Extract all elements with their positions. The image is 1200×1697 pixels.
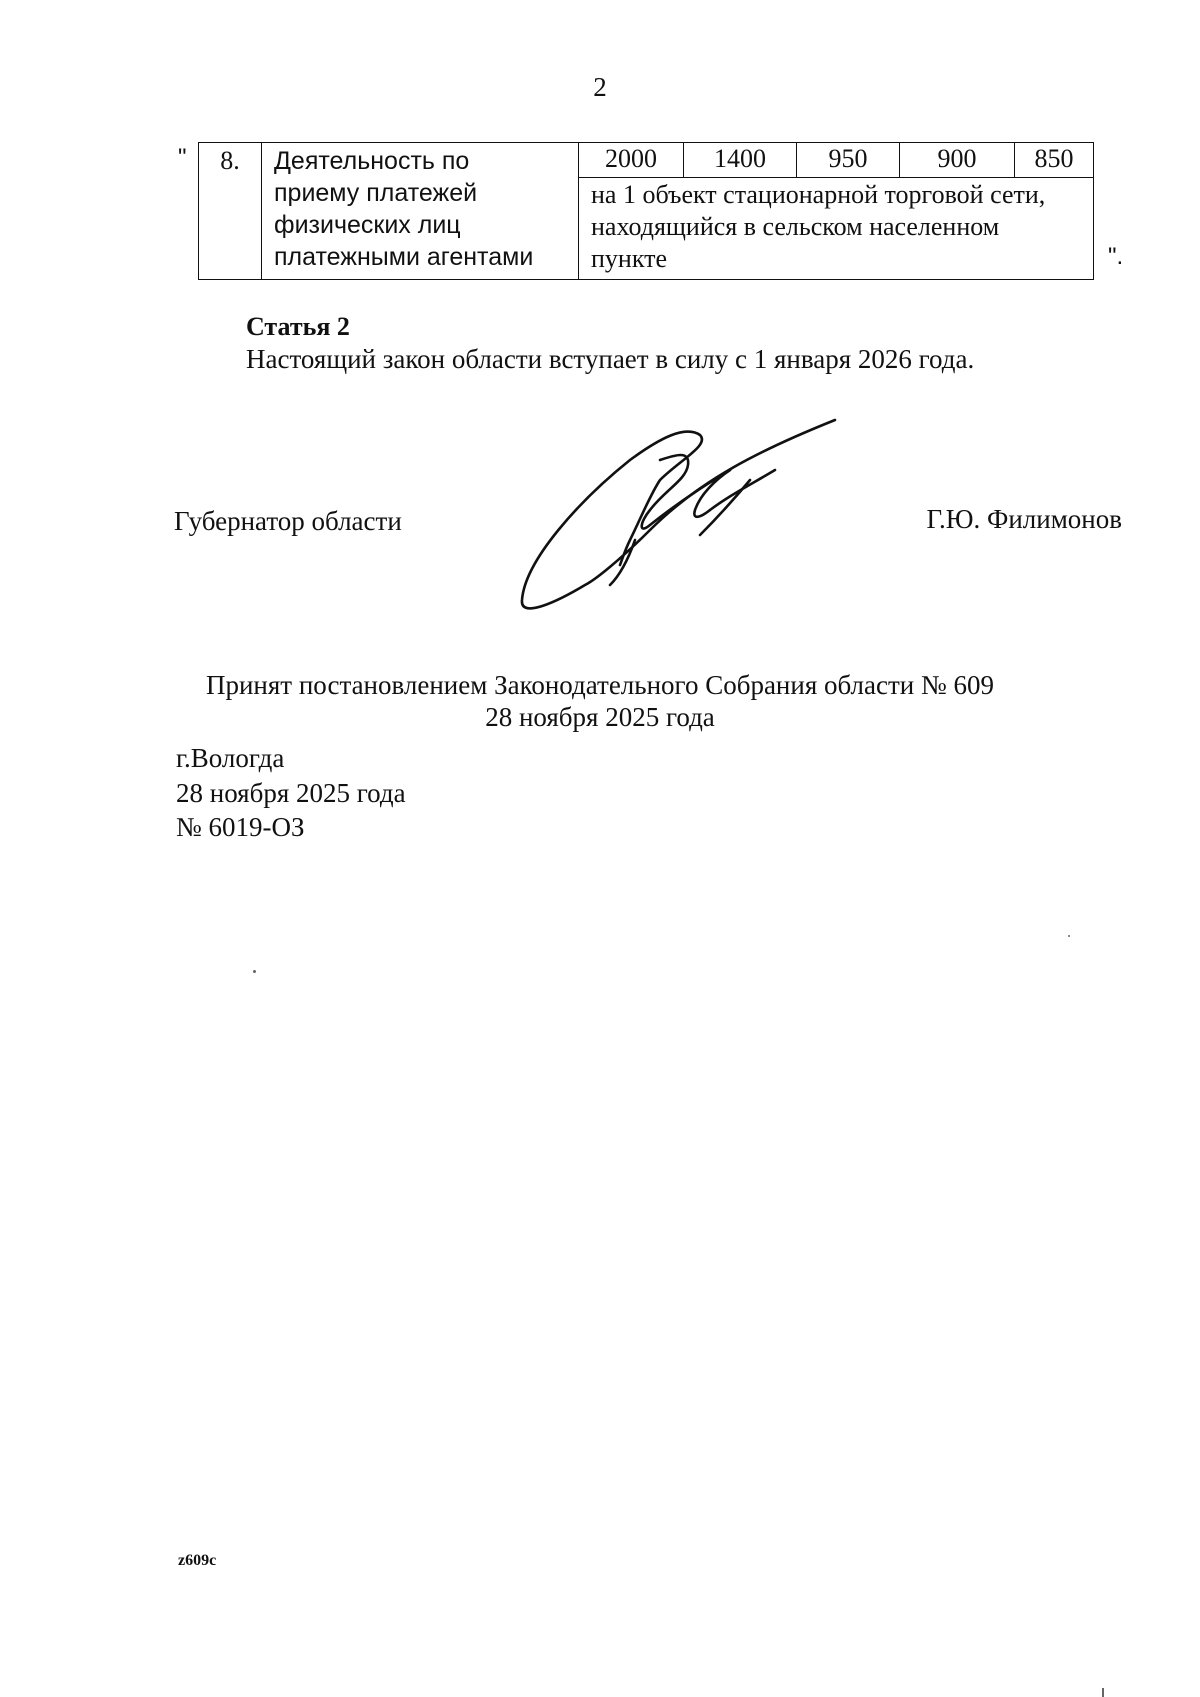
law-date: 28 ноября 2025 года [176,778,406,808]
table-closing-quote: ". [1108,243,1124,270]
unit-line: пункте [591,244,668,273]
value-cell: 850 [1015,143,1094,178]
city: г.Вологда [176,743,285,773]
value-cell: 950 [797,143,900,178]
scan-speck [1068,935,1070,937]
value-cell: 1400 [684,143,797,178]
table-opening-quote: " [178,144,187,171]
governor-title: Губернатор области [174,506,402,536]
footer-code: z609c [178,1552,217,1569]
adoption-line: Принят постановлением Законодательного Собрания области № 609 [205,670,995,700]
adoption-date: 28 ноября 2025 года [485,702,715,732]
scan-speck [1102,1688,1104,1697]
handwritten-signature [500,410,860,640]
article-title: Статья 2 [246,312,350,341]
page-number: 2 [593,72,607,102]
activity-line: приему платежей [274,179,478,207]
activity-description [262,143,579,280]
activity-line: Деятельность по [274,147,470,175]
article-text: Настоящий закон области вступает в силу с 1 января 2026 года. [246,344,975,374]
value-cell: 900 [900,143,1015,178]
unit-line: находящийся в сельском населенном [591,212,1000,241]
unit-description [579,178,1094,280]
row-number: 8. [199,143,262,280]
unit-line: на 1 объект стационарной торговой сети, [591,180,1046,209]
activity-line: платежными агентами [274,243,534,271]
table-row [199,143,1094,178]
scan-speck [253,970,256,973]
activity-line: физических лиц [274,211,461,239]
law-number: № 6019-ОЗ [176,812,305,842]
tariff-table [198,142,1094,280]
value-cell: 2000 [579,143,684,178]
governor-name: Г.Ю. Филимонов [926,504,1122,534]
